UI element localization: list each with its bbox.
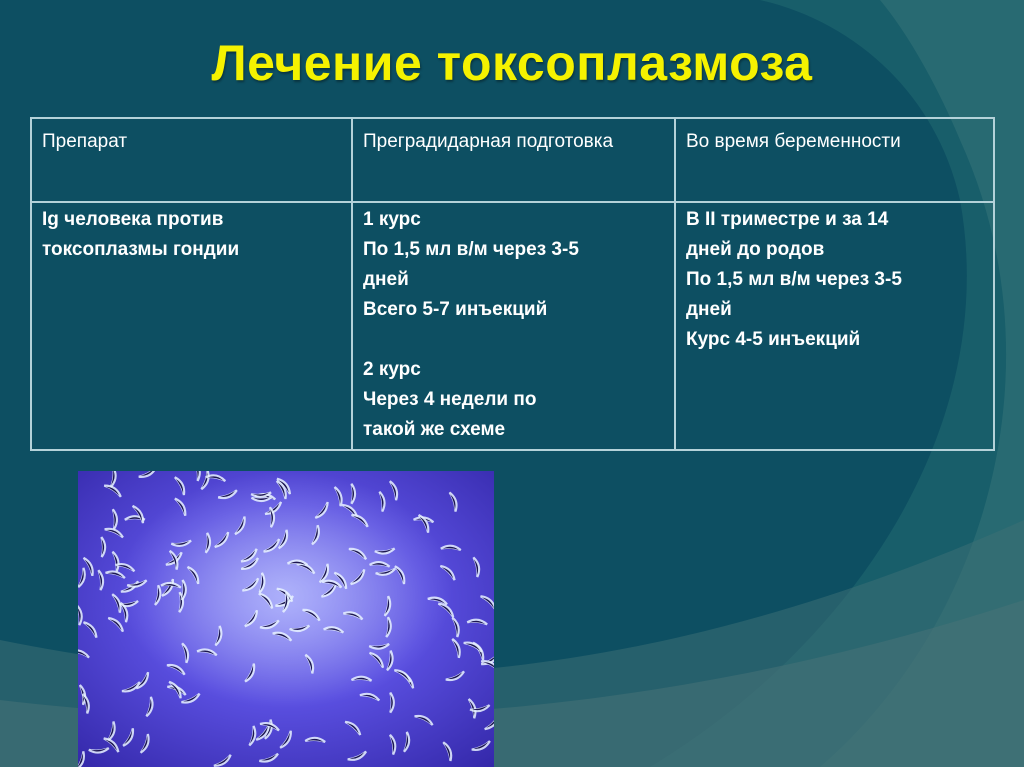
table-row — [31, 202, 994, 450]
header-pregravid: Преградидарная подготовка — [352, 118, 675, 202]
cell-line: дней — [686, 299, 732, 320]
cell-pregravid — [352, 202, 675, 450]
table-header-row — [31, 118, 994, 202]
cell-pregnancy — [675, 202, 994, 450]
cell-line: 1 курс — [363, 209, 421, 230]
cell-line: В II триместре и за 14 — [686, 209, 889, 230]
cell-line: Ig человека против — [42, 209, 224, 230]
cell-line: 2 курс — [363, 359, 421, 380]
header-drug: Препарат — [31, 118, 352, 202]
cell-line: дней — [363, 269, 409, 290]
cell-line — [363, 325, 664, 355]
slide-title: Лечение токсоплазмоза — [211, 35, 813, 91]
microscopy-image-svg — [78, 471, 494, 767]
cell-drug — [31, 202, 352, 450]
cell-line: Курс 4-5 инъекций — [686, 329, 861, 350]
cell-line: По 1,5 мл в/м через 3-5 — [363, 239, 579, 260]
cell-line: такой же схеме — [363, 419, 506, 440]
parasite-shape — [390, 693, 394, 713]
parasite-shape — [352, 484, 356, 504]
cell-line: Через 4 недели по — [363, 389, 537, 410]
microscopy-toxoplasma-image — [78, 471, 494, 767]
cell-line: дней до родов — [686, 239, 825, 260]
header-pregnancy: Во время беременности — [675, 118, 994, 202]
cell-line: токсоплазмы гондии — [42, 239, 240, 260]
cell-line: По 1,5 мл в/м через 3-5 — [686, 269, 902, 290]
treatment-table — [30, 117, 995, 451]
cell-line: Всего 5-7 инъекций — [363, 299, 548, 320]
